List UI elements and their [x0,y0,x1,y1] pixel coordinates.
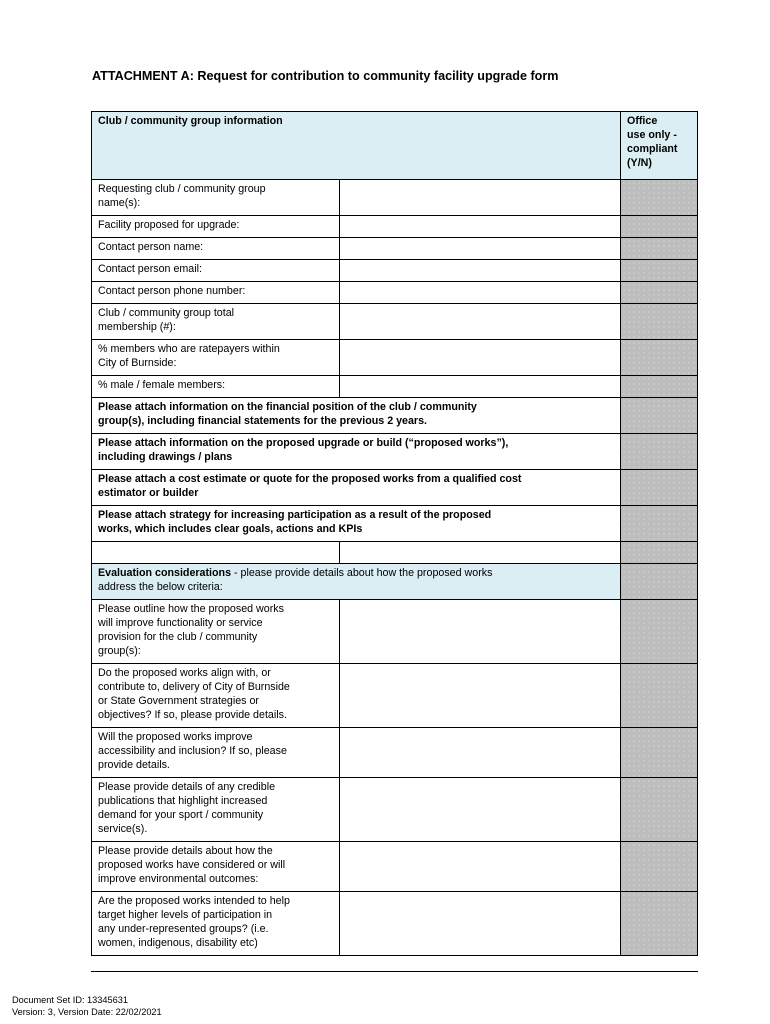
form-row [92,260,698,282]
form-row [92,180,698,216]
criteria-response-strategy-alignment[interactable] [340,664,621,728]
office-compliance-cell [621,892,698,956]
field-input-facility[interactable] [340,216,621,238]
office-compliance-cell [621,238,698,260]
office-compliance-cell [621,180,698,216]
criteria-label-strategy-alignment: Do the proposed works align with, or contribute to, delivery of City of Burnside or State Government strategies or objectives? If so, please provide details. [92,664,340,728]
criteria-label-demand-publications: Please provide details of any credible publications that highlight increased demand for your sport / community service(s). [92,778,340,842]
field-label-gender-split: % male / female members: [92,376,340,398]
criteria-response-accessibility[interactable] [340,728,621,778]
empty-cell [340,542,621,564]
office-compliance-cell [621,304,698,340]
office-compliance-cell [621,842,698,892]
field-label-contact-name: Contact person name: [92,238,340,260]
criteria-row [92,892,698,956]
criteria-label-under-represented: Are the proposed works intended to help target higher levels of participation in any under-represented groups? (i.e. women, indigenous, disability etc) [92,892,340,956]
footer-divider [91,971,698,972]
office-compliance-cell [621,542,698,564]
form-row [92,304,698,340]
section-header-row [92,112,698,180]
office-compliance-cell [621,506,698,542]
contribution-form-table [91,111,698,956]
criteria-row [92,728,698,778]
form-row [92,216,698,238]
evaluation-header-row [92,564,698,600]
field-input-contact-name[interactable] [340,238,621,260]
criteria-response-functionality[interactable] [340,600,621,664]
criteria-row [92,778,698,842]
attachment-financial-position: Please attach information on the financial position of the club / community group(s), including financial statements for the previous 2 years. [92,398,621,434]
criteria-row [92,842,698,892]
evaluation-section-header [92,564,621,600]
office-compliance-cell [621,398,698,434]
field-input-contact-phone[interactable] [340,282,621,304]
document-version: Version: 3, Version Date: 22/02/2021 [12,1007,162,1017]
field-label-club-name: Requesting club / community group name(s): [92,180,340,216]
office-compliance-cell [621,434,698,470]
criteria-row [92,664,698,728]
field-label-facility: Facility proposed for upgrade: [92,216,340,238]
field-label-contact-phone: Contact person phone number: [92,282,340,304]
empty-cell [92,542,340,564]
field-input-club-name[interactable] [340,180,621,216]
criteria-row [92,600,698,664]
attachment-cost-estimate: Please attach a cost estimate or quote for the proposed works from a qualified cost estimator or builder [92,470,621,506]
field-label-ratepayers: % members who are ratepayers within City of Burnside: [92,340,340,376]
page-title: ATTACHMENT A: Request for contribution to community facility upgrade form [92,69,559,83]
office-compliance-cell [621,260,698,282]
criteria-response-environmental[interactable] [340,842,621,892]
field-input-contact-email[interactable] [340,260,621,282]
field-input-membership[interactable] [340,304,621,340]
criteria-response-under-represented[interactable] [340,892,621,956]
criteria-response-demand-publications[interactable] [340,778,621,842]
office-compliance-cell [621,216,698,238]
field-input-gender-split[interactable] [340,376,621,398]
form-row [92,376,698,398]
form-row [92,282,698,304]
office-compliance-cell [621,376,698,398]
criteria-label-accessibility: Will the proposed works improve accessibility and inclusion? If so, please provide details. [92,728,340,778]
office-compliance-cell [621,778,698,842]
office-use-header: Office use only - compliant (Y/N) [621,112,698,180]
office-compliance-cell [621,664,698,728]
document-set-id: Document Set ID: 13345631 [12,995,128,1005]
attachment-row [92,434,698,470]
form-row [92,238,698,260]
office-compliance-cell [621,470,698,506]
club-info-section-header: Club / community group information [92,112,621,180]
criteria-label-environmental: Please provide details about how the proposed works have considered or will improve environmental outcomes: [92,842,340,892]
form-row [92,340,698,376]
attachment-proposed-works: Please attach information on the proposed upgrade or build (“proposed works”), including drawings / plans [92,434,621,470]
office-compliance-cell [621,564,698,600]
document-meta [12,994,162,1018]
evaluation-header-title: Evaluation considerations [98,567,232,579]
field-label-membership: Club / community group total membership (#): [92,304,340,340]
field-input-ratepayers[interactable] [340,340,621,376]
office-compliance-cell [621,728,698,778]
office-compliance-cell [621,600,698,664]
spacer-row [92,542,698,564]
attachment-row [92,398,698,434]
office-compliance-cell [621,282,698,304]
criteria-label-functionality: Please outline how the proposed works will improve functionality or service provision for the club / community group(s): [92,600,340,664]
attachment-row [92,506,698,542]
office-compliance-cell [621,340,698,376]
attachment-row [92,470,698,506]
field-label-contact-email: Contact person email: [92,260,340,282]
evaluation-header-description: - please provide details about how the proposed works address the below criteria: [98,567,493,593]
attachment-participation-strategy: Please attach strategy for increasing participation as a result of the proposed works, which includes clear goals, actions and KPIs [92,506,621,542]
